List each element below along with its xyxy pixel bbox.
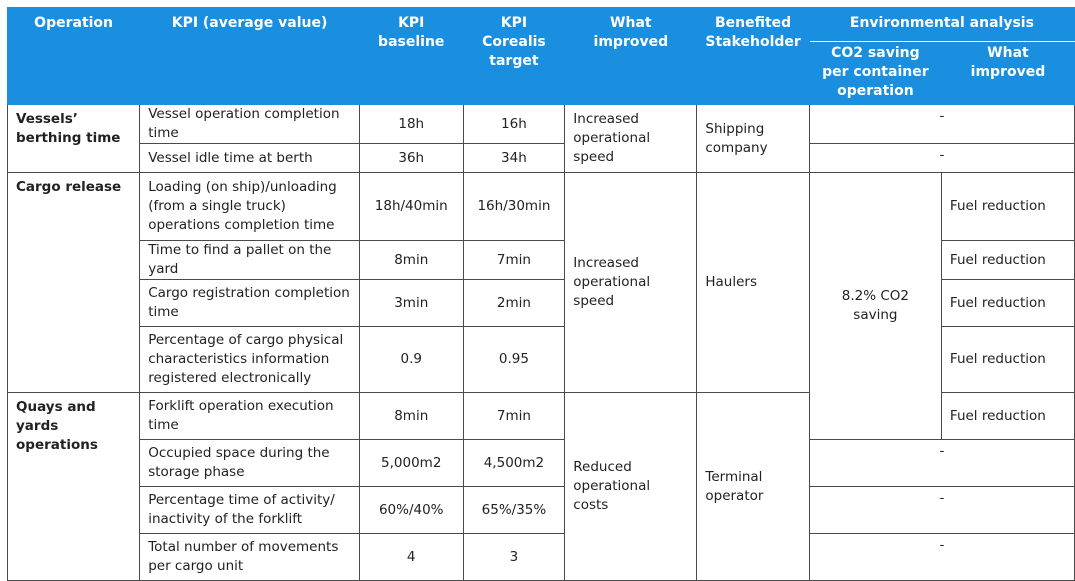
target-cell: 3 bbox=[463, 534, 565, 581]
header-target: KPI Corealis target bbox=[463, 8, 565, 105]
table-row bbox=[8, 173, 1075, 241]
improved-cell: Increased operational speed bbox=[565, 173, 697, 393]
header-stakeholder: Benefited Stakeholder bbox=[697, 8, 809, 105]
target-cell: 2min bbox=[463, 280, 565, 327]
baseline-cell: 4 bbox=[359, 534, 463, 581]
kpi-cell: Loading (on ship)/unloading (from a single truck) operations completion time bbox=[140, 173, 360, 241]
baseline-cell: 3min bbox=[359, 280, 463, 327]
kpi-cell: Percentage time of activity/ inactivity of the forklift bbox=[140, 487, 360, 534]
kpi-cell: Total number of movements per cargo unit bbox=[140, 534, 360, 581]
header-operation: Operation bbox=[8, 8, 140, 105]
kpi-cell: Forklift operation execution time bbox=[140, 393, 360, 440]
stakeholder-cell: Haulers bbox=[697, 173, 809, 393]
env-improved-cell: Fuel reduction bbox=[941, 241, 1074, 280]
kpi-cell: Time to find a pallet on the yard bbox=[140, 241, 360, 280]
table-row bbox=[8, 440, 1075, 487]
header-baseline: KPI baseline bbox=[359, 8, 463, 105]
table-row bbox=[8, 534, 1075, 581]
operation-cell: Cargo release bbox=[8, 173, 140, 393]
co2-cell: - bbox=[809, 144, 1074, 173]
target-cell: 16h/30min bbox=[463, 173, 565, 241]
kpi-cell: Percentage of cargo physical characteristics information registered electronically bbox=[140, 327, 360, 393]
stakeholder-cell: Terminal operator bbox=[697, 393, 809, 581]
baseline-cell: 8min bbox=[359, 393, 463, 440]
kpi-cell: Cargo registration completion time bbox=[140, 280, 360, 327]
env-improved-cell: Fuel reduction bbox=[941, 393, 1074, 440]
header-env-improved: What improved bbox=[941, 42, 1074, 105]
target-cell: 4,500m2 bbox=[463, 440, 565, 487]
baseline-cell: 18h/40min bbox=[359, 173, 463, 241]
target-cell: 34h bbox=[463, 144, 565, 173]
header-environmental: Environmental analysis bbox=[809, 8, 1074, 42]
header-co2-saving: CO2 saving per container operation bbox=[809, 42, 941, 105]
kpi-cell: Vessel operation completion time bbox=[140, 105, 360, 144]
improved-cell: Increased operational speed bbox=[565, 105, 697, 173]
header-kpi: KPI (average value) bbox=[140, 8, 360, 105]
target-cell: 0.95 bbox=[463, 327, 565, 393]
header-what-improved: What improved bbox=[565, 8, 697, 105]
target-cell: 7min bbox=[463, 241, 565, 280]
table-body bbox=[8, 105, 1075, 581]
table-header bbox=[8, 8, 1075, 105]
co2-cell: - bbox=[809, 534, 1074, 581]
operation-cell: Vessels’ berthing time bbox=[8, 105, 140, 173]
env-improved-cell: Fuel reduction bbox=[941, 327, 1074, 393]
baseline-cell: 8min bbox=[359, 241, 463, 280]
kpi-cell: Occupied space during the storage phase bbox=[140, 440, 360, 487]
baseline-cell: 0.9 bbox=[359, 327, 463, 393]
baseline-cell: 36h bbox=[359, 144, 463, 173]
co2-saving-cell: 8.2% CO2 saving bbox=[809, 173, 941, 440]
stakeholder-cell: Shipping company bbox=[697, 105, 809, 173]
operation-cell: Quays and yards operations bbox=[8, 393, 140, 581]
target-cell: 7min bbox=[463, 393, 565, 440]
target-cell: 16h bbox=[463, 105, 565, 144]
env-improved-cell: Fuel reduction bbox=[941, 173, 1074, 241]
baseline-cell: 18h bbox=[359, 105, 463, 144]
co2-cell: - bbox=[809, 440, 1074, 487]
baseline-cell: 60%/40% bbox=[359, 487, 463, 534]
env-improved-cell: Fuel reduction bbox=[941, 280, 1074, 327]
improved-cell: Reduced operational costs bbox=[565, 393, 697, 581]
table-row bbox=[8, 144, 1075, 173]
table-row bbox=[8, 105, 1075, 144]
baseline-cell: 5,000m2 bbox=[359, 440, 463, 487]
target-cell: 65%/35% bbox=[463, 487, 565, 534]
co2-cell: - bbox=[809, 487, 1074, 534]
kpi-table bbox=[7, 7, 1075, 581]
co2-cell: - bbox=[809, 105, 1074, 144]
kpi-cell: Vessel idle time at berth bbox=[140, 144, 360, 173]
table-row bbox=[8, 487, 1075, 534]
